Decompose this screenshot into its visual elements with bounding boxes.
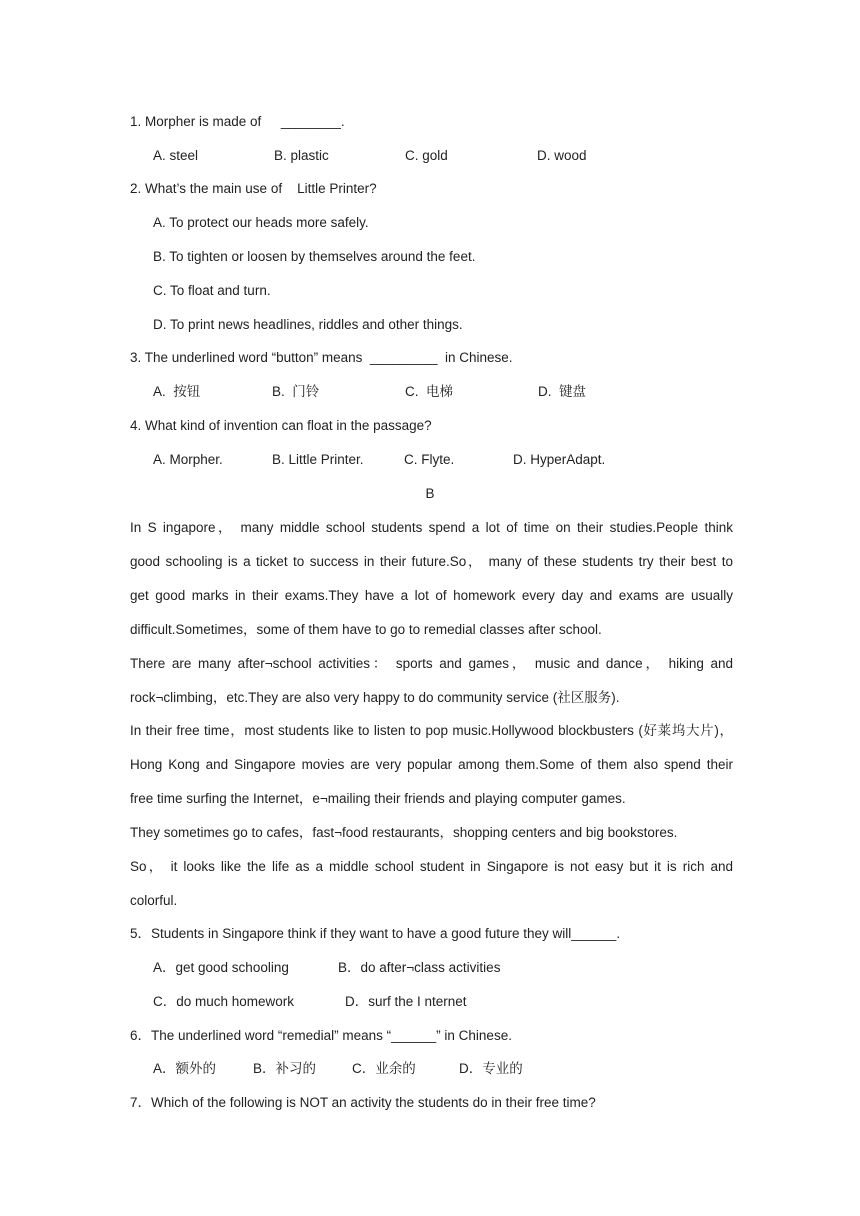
q5-option-a: A．get good schooling (153, 960, 289, 975)
q2-option-b: B. To tighten or loosen by themselves around the feet. (153, 249, 476, 264)
passage-line: Hong Kong and Singapore movies are very popular among them.Some of them also spend their (130, 757, 733, 772)
question-1-stem (130, 113, 345, 131)
question-5-stem: 5．Students in Singapore think if they want to have a good future they will______. (130, 926, 621, 941)
q3-option-b: B. 门铃 (272, 384, 320, 399)
q1-option-a: A. steel (153, 148, 199, 163)
section-b-heading: B (425, 486, 435, 501)
q4-option-a: A. Morpher. (153, 452, 223, 467)
passage-line: In their free time，most students like to listen to pop music.Hollywood blockbusters (好莱坞大片)， (130, 723, 733, 738)
q4-option-d: D. HyperAdapt. (513, 452, 606, 467)
q3-option-d: D. 键盘 (538, 384, 587, 399)
q6-option-a: A．额外的 (153, 1061, 217, 1076)
q3-option-c: C. 电梯 (405, 384, 454, 399)
question-6-stem: 6．The underlined word “remedial” means “______” in Chinese. (130, 1028, 512, 1043)
question-1-text: 1. Morpher is made of (130, 114, 262, 129)
passage-line: colorful. (130, 893, 178, 908)
q5-option-b: B．do after¬class activities (338, 960, 501, 975)
q6-option-d: D．专业的 (459, 1061, 523, 1076)
passage-line: get good marks in their exams.They have a lot of homework every day and exams are usually (130, 588, 733, 603)
q2-option-c: C. To float and turn. (153, 283, 271, 298)
passage-line: In S ingapore， many middle school students spend a lot of time on their studies.People think (130, 520, 733, 535)
q1-option-d: D. wood (537, 148, 587, 163)
q5-option-d: D．surf the I nternet (345, 994, 467, 1009)
question-4-stem: 4. What kind of invention can float in the passage? (130, 418, 432, 433)
question-7-stem: 7．Which of the following is NOT an activity the students do in their free time? (130, 1095, 596, 1110)
question-1-blank: ________. (280, 114, 345, 129)
q4-option-b: B. Little Printer. (272, 452, 364, 467)
q2-option-d: D. To print news headlines, riddles and other things. (153, 317, 463, 332)
q3-option-a: A. 按钮 (153, 384, 201, 399)
passage-line: difficult.Sometimes，some of them have to go to remedial classes after school. (130, 622, 602, 637)
q1-option-c: C. gold (405, 148, 448, 163)
question-3-stem: 3. The underlined word “button” means _________ in Chinese. (130, 350, 513, 365)
passage-line: So， it looks like the life as a middle school student in Singapore is not easy but it is rich and (130, 859, 733, 874)
passage-line: free time surfing the Internet，e¬mailing their friends and playing computer games. (130, 791, 626, 806)
q6-option-b: B．补习的 (253, 1061, 317, 1076)
q1-option-b: B. plastic (274, 148, 329, 163)
q4-option-c: C. Flyte. (404, 452, 455, 467)
passage-line: rock¬climbing，etc.They are also very happy to do community service (社区服务). (130, 690, 620, 705)
q5-option-c: C．do much homework (153, 994, 295, 1009)
question-2-stem: 2. What’s the main use of Little Printer? (130, 181, 377, 196)
q2-option-a: A. To protect our heads more safely. (153, 215, 369, 230)
passage-line: There are many after¬school activities： sports and games， music and dance， hiking and (130, 656, 733, 671)
passage-line: They sometimes go to cafes，fast¬food restaurants，shopping centers and big bookstores. (130, 825, 678, 840)
passage-line: good schooling is a ticket to success in their future.So， many of these students try their best to (130, 554, 733, 569)
q6-option-c: C．业余的 (352, 1061, 416, 1076)
